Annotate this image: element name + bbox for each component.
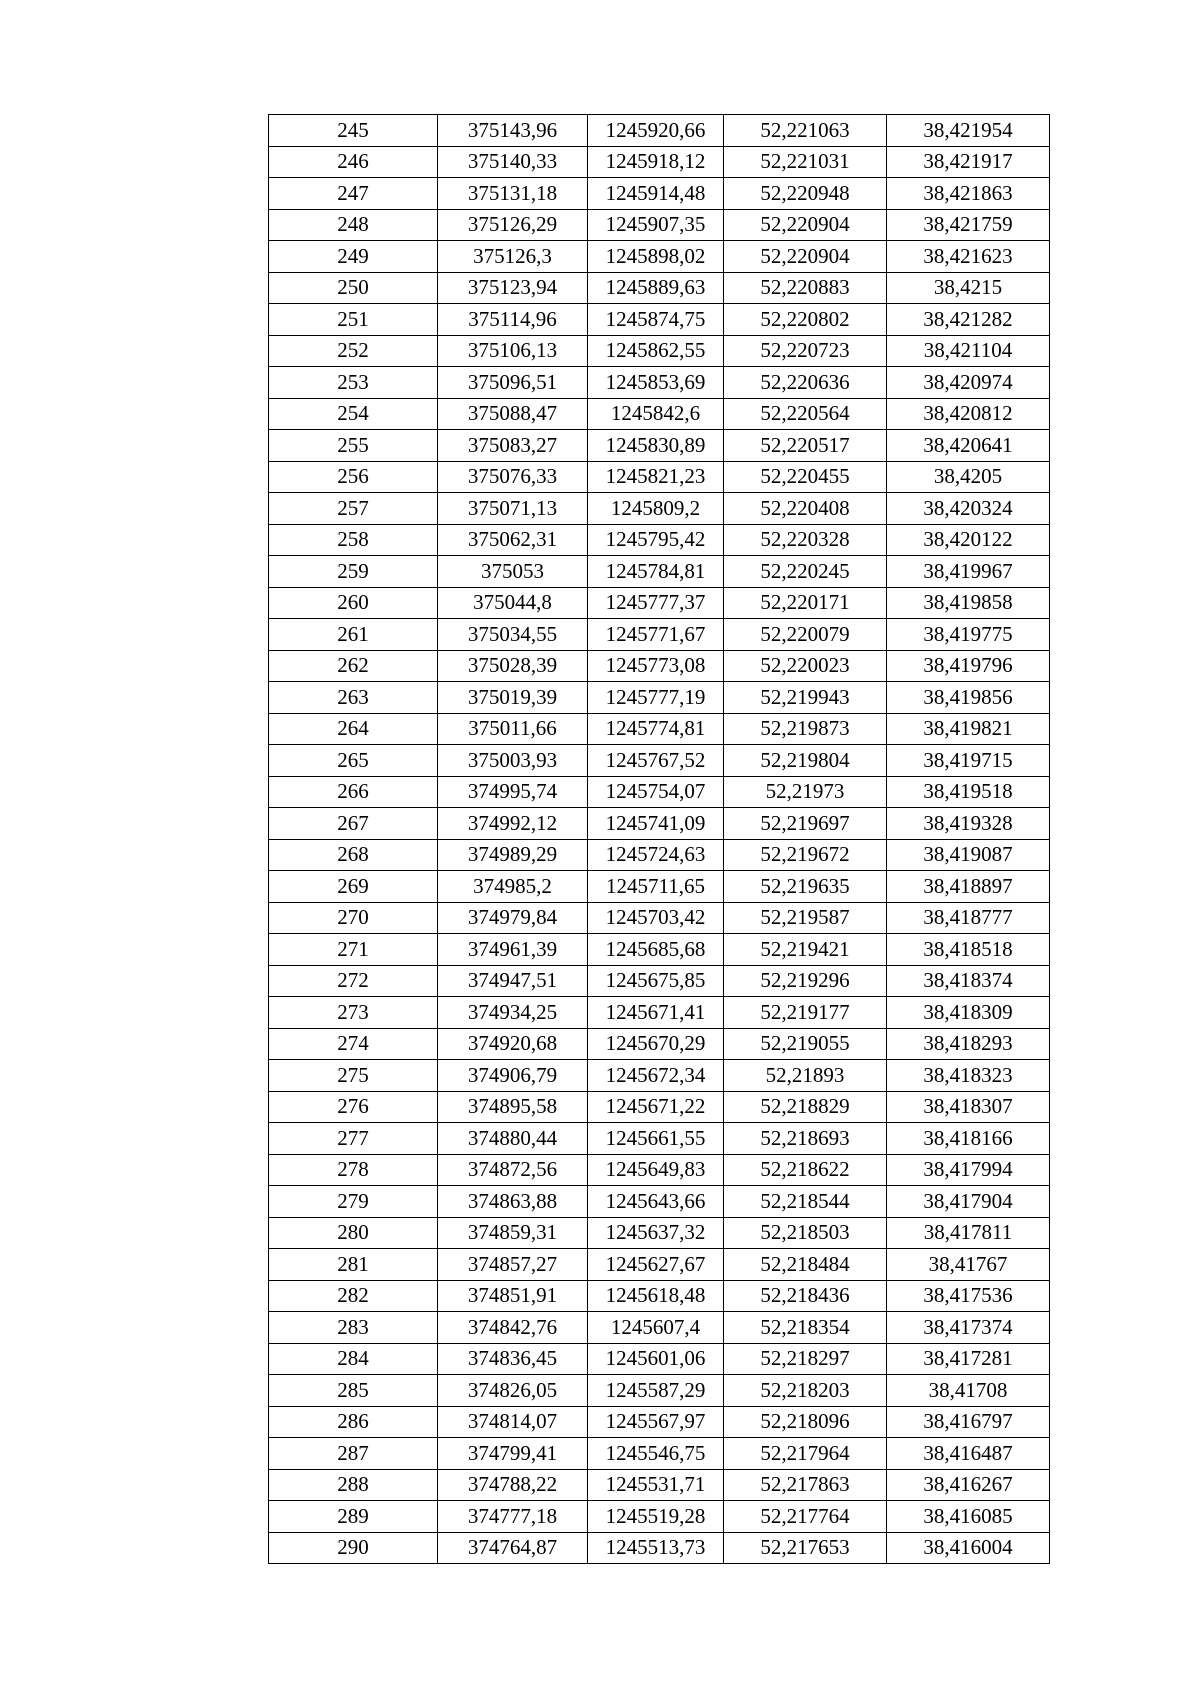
x-coordinate-cell: 374814,07 — [438, 1406, 588, 1438]
x-coordinate-cell: 375071,13 — [438, 493, 588, 525]
x-coordinate-cell: 374934,25 — [438, 997, 588, 1029]
longitude-cell: 38,419328 — [887, 808, 1050, 840]
latitude-cell: 52,218484 — [724, 1249, 887, 1281]
y-coordinate-cell: 1245601,06 — [588, 1343, 724, 1375]
y-coordinate-cell: 1245771,67 — [588, 619, 724, 651]
latitude-cell: 52,220564 — [724, 398, 887, 430]
latitude-cell: 52,21973 — [724, 776, 887, 808]
y-coordinate-cell: 1245754,07 — [588, 776, 724, 808]
point-number-cell: 260 — [269, 587, 438, 619]
point-number-cell: 275 — [269, 1060, 438, 1092]
table-row — [269, 241, 1050, 273]
coordinates-table-body — [269, 115, 1050, 1564]
longitude-cell: 38,418307 — [887, 1091, 1050, 1123]
y-coordinate-cell: 1245773,08 — [588, 650, 724, 682]
x-coordinate-cell: 374872,56 — [438, 1154, 588, 1186]
x-coordinate-cell: 375011,66 — [438, 713, 588, 745]
y-coordinate-cell: 1245724,63 — [588, 839, 724, 871]
latitude-cell: 52,220636 — [724, 367, 887, 399]
table-row — [269, 902, 1050, 934]
table-row — [269, 1186, 1050, 1218]
longitude-cell: 38,4205 — [887, 461, 1050, 493]
table-row — [269, 1438, 1050, 1470]
longitude-cell: 38,421759 — [887, 209, 1050, 241]
table-row — [269, 304, 1050, 336]
table-row — [269, 430, 1050, 462]
latitude-cell: 52,218096 — [724, 1406, 887, 1438]
table-row — [269, 965, 1050, 997]
table-row — [269, 272, 1050, 304]
table-row — [269, 493, 1050, 525]
y-coordinate-cell: 1245618,48 — [588, 1280, 724, 1312]
table-row — [269, 1280, 1050, 1312]
point-number-cell: 257 — [269, 493, 438, 525]
point-number-cell: 265 — [269, 745, 438, 777]
table-row — [269, 1154, 1050, 1186]
longitude-cell: 38,419087 — [887, 839, 1050, 871]
point-number-cell: 252 — [269, 335, 438, 367]
latitude-cell: 52,220517 — [724, 430, 887, 462]
latitude-cell: 52,220328 — [724, 524, 887, 556]
point-number-cell: 268 — [269, 839, 438, 871]
y-coordinate-cell: 1245784,81 — [588, 556, 724, 588]
point-number-cell: 255 — [269, 430, 438, 462]
x-coordinate-cell: 374906,79 — [438, 1060, 588, 1092]
table-row — [269, 745, 1050, 777]
y-coordinate-cell: 1245889,63 — [588, 272, 724, 304]
point-number-cell: 288 — [269, 1469, 438, 1501]
point-number-cell: 256 — [269, 461, 438, 493]
y-coordinate-cell: 1245531,71 — [588, 1469, 724, 1501]
latitude-cell: 52,219943 — [724, 682, 887, 714]
y-coordinate-cell: 1245862,55 — [588, 335, 724, 367]
y-coordinate-cell: 1245546,75 — [588, 1438, 724, 1470]
table-row — [269, 1532, 1050, 1564]
x-coordinate-cell: 374859,31 — [438, 1217, 588, 1249]
table-row — [269, 808, 1050, 840]
latitude-cell: 52,218354 — [724, 1312, 887, 1344]
y-coordinate-cell: 1245703,42 — [588, 902, 724, 934]
latitude-cell: 52,221031 — [724, 146, 887, 178]
point-number-cell: 277 — [269, 1123, 438, 1155]
longitude-cell: 38,421104 — [887, 335, 1050, 367]
x-coordinate-cell: 375123,94 — [438, 272, 588, 304]
x-coordinate-cell: 374947,51 — [438, 965, 588, 997]
point-number-cell: 264 — [269, 713, 438, 745]
latitude-cell: 52,219177 — [724, 997, 887, 1029]
point-number-cell: 285 — [269, 1375, 438, 1407]
latitude-cell: 52,217964 — [724, 1438, 887, 1470]
x-coordinate-cell: 375114,96 — [438, 304, 588, 336]
point-number-cell: 263 — [269, 682, 438, 714]
latitude-cell: 52,21893 — [724, 1060, 887, 1092]
latitude-cell: 52,219587 — [724, 902, 887, 934]
y-coordinate-cell: 1245918,12 — [588, 146, 724, 178]
y-coordinate-cell: 1245777,37 — [588, 587, 724, 619]
point-number-cell: 269 — [269, 871, 438, 903]
longitude-cell: 38,417904 — [887, 1186, 1050, 1218]
latitude-cell: 52,218544 — [724, 1186, 887, 1218]
longitude-cell: 38,419821 — [887, 713, 1050, 745]
x-coordinate-cell: 374880,44 — [438, 1123, 588, 1155]
table-row — [269, 367, 1050, 399]
longitude-cell: 38,417281 — [887, 1343, 1050, 1375]
latitude-cell: 52,220723 — [724, 335, 887, 367]
x-coordinate-cell: 374851,91 — [438, 1280, 588, 1312]
table-row — [269, 682, 1050, 714]
table-row — [269, 1312, 1050, 1344]
longitude-cell: 38,418897 — [887, 871, 1050, 903]
y-coordinate-cell: 1245741,09 — [588, 808, 724, 840]
longitude-cell: 38,418166 — [887, 1123, 1050, 1155]
table-row — [269, 1343, 1050, 1375]
longitude-cell: 38,41708 — [887, 1375, 1050, 1407]
x-coordinate-cell: 375143,96 — [438, 115, 588, 147]
y-coordinate-cell: 1245685,68 — [588, 934, 724, 966]
point-number-cell: 273 — [269, 997, 438, 1029]
table-row — [269, 587, 1050, 619]
latitude-cell: 52,220023 — [724, 650, 887, 682]
point-number-cell: 289 — [269, 1501, 438, 1533]
x-coordinate-cell: 375131,18 — [438, 178, 588, 210]
point-number-cell: 274 — [269, 1028, 438, 1060]
latitude-cell: 52,217863 — [724, 1469, 887, 1501]
y-coordinate-cell: 1245795,42 — [588, 524, 724, 556]
table-row — [269, 556, 1050, 588]
table-row — [269, 1406, 1050, 1438]
y-coordinate-cell: 1245670,29 — [588, 1028, 724, 1060]
longitude-cell: 38,420324 — [887, 493, 1050, 525]
point-number-cell: 266 — [269, 776, 438, 808]
table-row — [269, 461, 1050, 493]
y-coordinate-cell: 1245920,66 — [588, 115, 724, 147]
y-coordinate-cell: 1245809,2 — [588, 493, 724, 525]
x-coordinate-cell: 374788,22 — [438, 1469, 588, 1501]
point-number-cell: 262 — [269, 650, 438, 682]
y-coordinate-cell: 1245519,28 — [588, 1501, 724, 1533]
x-coordinate-cell: 374863,88 — [438, 1186, 588, 1218]
point-number-cell: 258 — [269, 524, 438, 556]
y-coordinate-cell: 1245587,29 — [588, 1375, 724, 1407]
point-number-cell: 267 — [269, 808, 438, 840]
point-number-cell: 281 — [269, 1249, 438, 1281]
longitude-cell: 38,420641 — [887, 430, 1050, 462]
x-coordinate-cell: 374764,87 — [438, 1532, 588, 1564]
longitude-cell: 38,417994 — [887, 1154, 1050, 1186]
point-number-cell: 270 — [269, 902, 438, 934]
x-coordinate-cell: 374799,41 — [438, 1438, 588, 1470]
x-coordinate-cell: 374826,05 — [438, 1375, 588, 1407]
longitude-cell: 38,416085 — [887, 1501, 1050, 1533]
y-coordinate-cell: 1245649,83 — [588, 1154, 724, 1186]
longitude-cell: 38,416797 — [887, 1406, 1050, 1438]
longitude-cell: 38,418374 — [887, 965, 1050, 997]
point-number-cell: 245 — [269, 115, 438, 147]
point-number-cell: 290 — [269, 1532, 438, 1564]
longitude-cell: 38,418293 — [887, 1028, 1050, 1060]
longitude-cell: 38,4215 — [887, 272, 1050, 304]
latitude-cell: 52,220455 — [724, 461, 887, 493]
point-number-cell: 248 — [269, 209, 438, 241]
table-row — [269, 839, 1050, 871]
longitude-cell: 38,419796 — [887, 650, 1050, 682]
table-row — [269, 1091, 1050, 1123]
longitude-cell: 38,41767 — [887, 1249, 1050, 1281]
y-coordinate-cell: 1245671,41 — [588, 997, 724, 1029]
table-row — [269, 619, 1050, 651]
longitude-cell: 38,419858 — [887, 587, 1050, 619]
x-coordinate-cell: 375044,8 — [438, 587, 588, 619]
point-number-cell: 276 — [269, 1091, 438, 1123]
longitude-cell: 38,419775 — [887, 619, 1050, 651]
table-row — [269, 335, 1050, 367]
table-row — [269, 1375, 1050, 1407]
latitude-cell: 52,220171 — [724, 587, 887, 619]
latitude-cell: 52,218829 — [724, 1091, 887, 1123]
longitude-cell: 38,418323 — [887, 1060, 1050, 1092]
x-coordinate-cell: 375034,55 — [438, 619, 588, 651]
table-row — [269, 115, 1050, 147]
table-row — [269, 209, 1050, 241]
y-coordinate-cell: 1245672,34 — [588, 1060, 724, 1092]
point-number-cell: 272 — [269, 965, 438, 997]
y-coordinate-cell: 1245711,65 — [588, 871, 724, 903]
x-coordinate-cell: 375088,47 — [438, 398, 588, 430]
x-coordinate-cell: 375028,39 — [438, 650, 588, 682]
latitude-cell: 52,219635 — [724, 871, 887, 903]
table-row — [269, 1217, 1050, 1249]
longitude-cell: 38,421623 — [887, 241, 1050, 273]
longitude-cell: 38,421282 — [887, 304, 1050, 336]
longitude-cell: 38,419715 — [887, 745, 1050, 777]
x-coordinate-cell: 375126,3 — [438, 241, 588, 273]
x-coordinate-cell: 375003,93 — [438, 745, 588, 777]
table-row — [269, 178, 1050, 210]
latitude-cell: 52,217653 — [724, 1532, 887, 1564]
y-coordinate-cell: 1245898,02 — [588, 241, 724, 273]
table-row — [269, 1028, 1050, 1060]
x-coordinate-cell: 374985,2 — [438, 871, 588, 903]
x-coordinate-cell: 374895,58 — [438, 1091, 588, 1123]
latitude-cell: 52,218622 — [724, 1154, 887, 1186]
x-coordinate-cell: 375140,33 — [438, 146, 588, 178]
latitude-cell: 52,220904 — [724, 241, 887, 273]
x-coordinate-cell: 374992,12 — [438, 808, 588, 840]
y-coordinate-cell: 1245513,73 — [588, 1532, 724, 1564]
x-coordinate-cell: 375106,13 — [438, 335, 588, 367]
point-number-cell: 259 — [269, 556, 438, 588]
latitude-cell: 52,219804 — [724, 745, 887, 777]
point-number-cell: 261 — [269, 619, 438, 651]
point-number-cell: 249 — [269, 241, 438, 273]
longitude-cell: 38,417811 — [887, 1217, 1050, 1249]
latitude-cell: 52,218436 — [724, 1280, 887, 1312]
latitude-cell: 52,219296 — [724, 965, 887, 997]
y-coordinate-cell: 1245914,48 — [588, 178, 724, 210]
latitude-cell: 52,218203 — [724, 1375, 887, 1407]
latitude-cell: 52,220904 — [724, 209, 887, 241]
latitude-cell: 52,220408 — [724, 493, 887, 525]
table-row — [269, 524, 1050, 556]
point-number-cell: 287 — [269, 1438, 438, 1470]
y-coordinate-cell: 1245853,69 — [588, 367, 724, 399]
y-coordinate-cell: 1245774,81 — [588, 713, 724, 745]
table-row — [269, 650, 1050, 682]
x-coordinate-cell: 374989,29 — [438, 839, 588, 871]
longitude-cell: 38,421863 — [887, 178, 1050, 210]
y-coordinate-cell: 1245821,23 — [588, 461, 724, 493]
table-row — [269, 398, 1050, 430]
x-coordinate-cell: 375096,51 — [438, 367, 588, 399]
y-coordinate-cell: 1245675,85 — [588, 965, 724, 997]
latitude-cell: 52,218297 — [724, 1343, 887, 1375]
point-number-cell: 282 — [269, 1280, 438, 1312]
x-coordinate-cell: 374836,45 — [438, 1343, 588, 1375]
y-coordinate-cell: 1245777,19 — [588, 682, 724, 714]
y-coordinate-cell: 1245661,55 — [588, 1123, 724, 1155]
y-coordinate-cell: 1245830,89 — [588, 430, 724, 462]
latitude-cell: 52,220948 — [724, 178, 887, 210]
point-number-cell: 283 — [269, 1312, 438, 1344]
longitude-cell: 38,416004 — [887, 1532, 1050, 1564]
latitude-cell: 52,220883 — [724, 272, 887, 304]
longitude-cell: 38,416267 — [887, 1469, 1050, 1501]
y-coordinate-cell: 1245842,6 — [588, 398, 724, 430]
y-coordinate-cell: 1245643,66 — [588, 1186, 724, 1218]
table-row — [269, 776, 1050, 808]
y-coordinate-cell: 1245637,32 — [588, 1217, 724, 1249]
longitude-cell: 38,418777 — [887, 902, 1050, 934]
point-number-cell: 253 — [269, 367, 438, 399]
latitude-cell: 52,220079 — [724, 619, 887, 651]
latitude-cell: 52,220245 — [724, 556, 887, 588]
longitude-cell: 38,419967 — [887, 556, 1050, 588]
point-number-cell: 250 — [269, 272, 438, 304]
latitude-cell: 52,219873 — [724, 713, 887, 745]
table-row — [269, 871, 1050, 903]
x-coordinate-cell: 374857,27 — [438, 1249, 588, 1281]
table-row — [269, 713, 1050, 745]
longitude-cell: 38,420974 — [887, 367, 1050, 399]
table-row — [269, 1501, 1050, 1533]
point-number-cell: 251 — [269, 304, 438, 336]
table-row — [269, 1249, 1050, 1281]
table-row — [269, 146, 1050, 178]
point-number-cell: 286 — [269, 1406, 438, 1438]
y-coordinate-cell: 1245907,35 — [588, 209, 724, 241]
latitude-cell: 52,218503 — [724, 1217, 887, 1249]
y-coordinate-cell: 1245607,4 — [588, 1312, 724, 1344]
latitude-cell: 52,220802 — [724, 304, 887, 336]
x-coordinate-cell: 375126,29 — [438, 209, 588, 241]
x-coordinate-cell: 374995,74 — [438, 776, 588, 808]
coordinates-table — [268, 114, 1050, 1564]
longitude-cell: 38,420122 — [887, 524, 1050, 556]
point-number-cell: 284 — [269, 1343, 438, 1375]
latitude-cell: 52,219055 — [724, 1028, 887, 1060]
longitude-cell: 38,418309 — [887, 997, 1050, 1029]
x-coordinate-cell: 375076,33 — [438, 461, 588, 493]
longitude-cell: 38,416487 — [887, 1438, 1050, 1470]
table-row — [269, 934, 1050, 966]
x-coordinate-cell: 374842,76 — [438, 1312, 588, 1344]
x-coordinate-cell: 374979,84 — [438, 902, 588, 934]
x-coordinate-cell: 374777,18 — [438, 1501, 588, 1533]
latitude-cell: 52,219421 — [724, 934, 887, 966]
longitude-cell: 38,420812 — [887, 398, 1050, 430]
y-coordinate-cell: 1245671,22 — [588, 1091, 724, 1123]
point-number-cell: 246 — [269, 146, 438, 178]
x-coordinate-cell: 375062,31 — [438, 524, 588, 556]
longitude-cell: 38,419518 — [887, 776, 1050, 808]
y-coordinate-cell: 1245767,52 — [588, 745, 724, 777]
latitude-cell: 52,219697 — [724, 808, 887, 840]
point-number-cell: 254 — [269, 398, 438, 430]
y-coordinate-cell: 1245567,97 — [588, 1406, 724, 1438]
x-coordinate-cell: 374961,39 — [438, 934, 588, 966]
point-number-cell: 247 — [269, 178, 438, 210]
y-coordinate-cell: 1245874,75 — [588, 304, 724, 336]
longitude-cell: 38,421954 — [887, 115, 1050, 147]
latitude-cell: 52,217764 — [724, 1501, 887, 1533]
longitude-cell: 38,417536 — [887, 1280, 1050, 1312]
table-row — [269, 1060, 1050, 1092]
point-number-cell: 279 — [269, 1186, 438, 1218]
longitude-cell: 38,421917 — [887, 146, 1050, 178]
x-coordinate-cell: 375083,27 — [438, 430, 588, 462]
latitude-cell: 52,221063 — [724, 115, 887, 147]
y-coordinate-cell: 1245627,67 — [588, 1249, 724, 1281]
latitude-cell: 52,218693 — [724, 1123, 887, 1155]
point-number-cell: 278 — [269, 1154, 438, 1186]
x-coordinate-cell: 375019,39 — [438, 682, 588, 714]
longitude-cell: 38,418518 — [887, 934, 1050, 966]
point-number-cell: 271 — [269, 934, 438, 966]
longitude-cell: 38,417374 — [887, 1312, 1050, 1344]
longitude-cell: 38,419856 — [887, 682, 1050, 714]
table-row — [269, 1123, 1050, 1155]
x-coordinate-cell: 375053 — [438, 556, 588, 588]
x-coordinate-cell: 374920,68 — [438, 1028, 588, 1060]
latitude-cell: 52,219672 — [724, 839, 887, 871]
point-number-cell: 280 — [269, 1217, 438, 1249]
table-row — [269, 1469, 1050, 1501]
table-row — [269, 997, 1050, 1029]
